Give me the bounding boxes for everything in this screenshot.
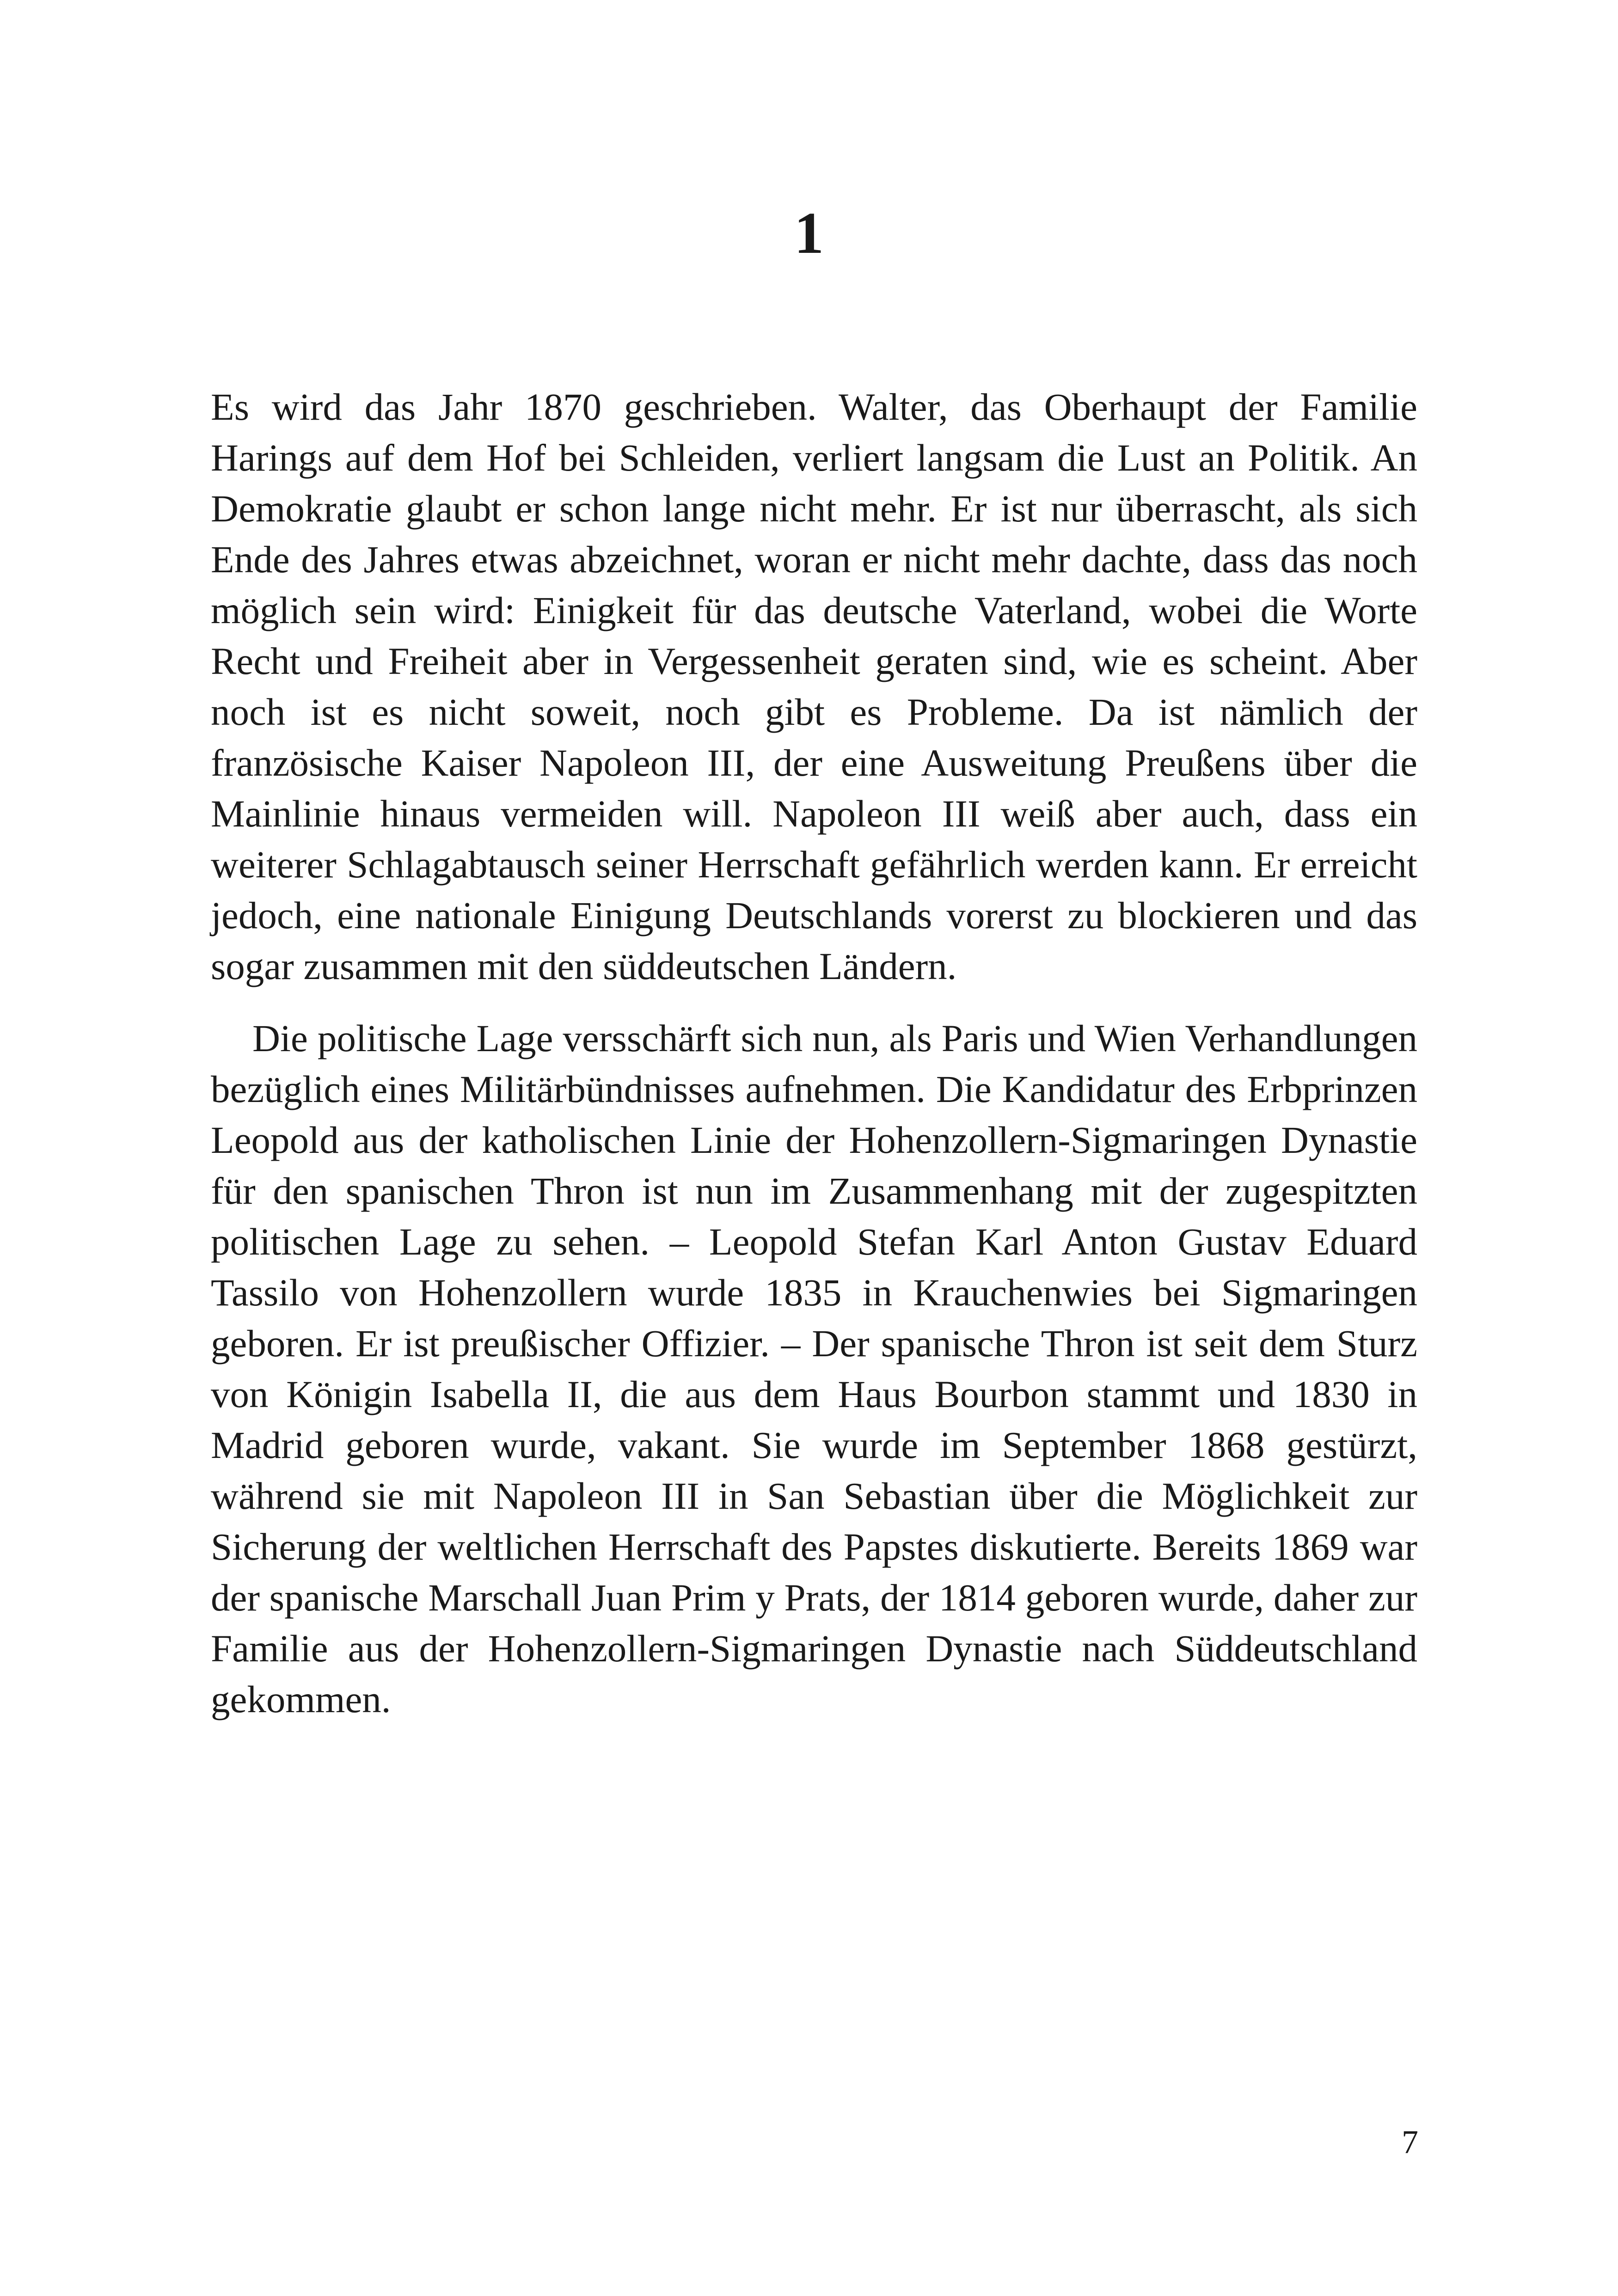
chapter-body [211,381,1417,1725]
paragraph-2: Die politische Lage versschärft sich nun, als Paris und Wien Verhandlungen bezüglich eines Militärbündnisses aufnehmen. Die Kandidatur des Erbprinzen Leopold aus der katholischen Linie der Hohenzollern-Sigmaringen Dynastie für den spanischen Thron ist nun im Zusammenhang mit der zugespitzten politischen Lage zu sehen. – Leopold Stefan Karl Anton Gustav Eduard Tassilo von Hohenzollern wurde 1835 in Krauchenwies bei Sigmaringen geboren. Er ist preußischer Offizier. – Der spanische Thron ist seit dem Sturz von Königin Isabella II, die aus dem Haus Bourbon stammt und 1830 in Madrid geboren wurde, vakant. Sie wurde im September 1868 gestürzt, während sie mit Napoleon III in San Sebastian über die Möglichkeit zur Sicherung der weltlichen Herrschaft des Papstes diskutierte. Bereits 1869 war der spanische Marschall Juan Prim y Prats, der 1814 geboren wurde, daher zur Familie aus der Hohenzollern-Sigmaringen Dynastie nach Süddeutschland gekommen. [211,1017,1417,1720]
page-number: 7 [1402,2124,1418,2161]
chapter-number: 1 [794,200,824,266]
paragraph-1: Es wird das Jahr 1870 geschrieben. Walter, das Oberhaupt der Familie Harings auf dem Hof bei Schleiden, verliert langsam die Lust an Politik. An Demokratie glaubt er schon lange nicht mehr. Er ist nur überrascht, als sich Ende des Jahres etwas abzeichnet, woran er nicht mehr dachte, dass das noch möglich sein wird: Einigkeit für das deutsche Vaterland, wobei die Worte Recht und Freiheit aber in Vergessenheit geraten sind, wie es scheint. Aber noch ist es nicht soweit, noch gibt es Probleme. Da ist nämlich der französische Kaiser Napoleon III, der eine Ausweitung Preußens über die Mainlinie hinaus vermeiden will. Napoleon III weiß aber auch, dass ein weiterer Schlagabtausch seiner Herrschaft gefährlich werden kann. Er erreicht jedoch, eine nationale Einigung Deutschlands vorerst zu blockieren und das sogar zusammen mit den süddeutschen Ländern. [211,386,1417,987]
